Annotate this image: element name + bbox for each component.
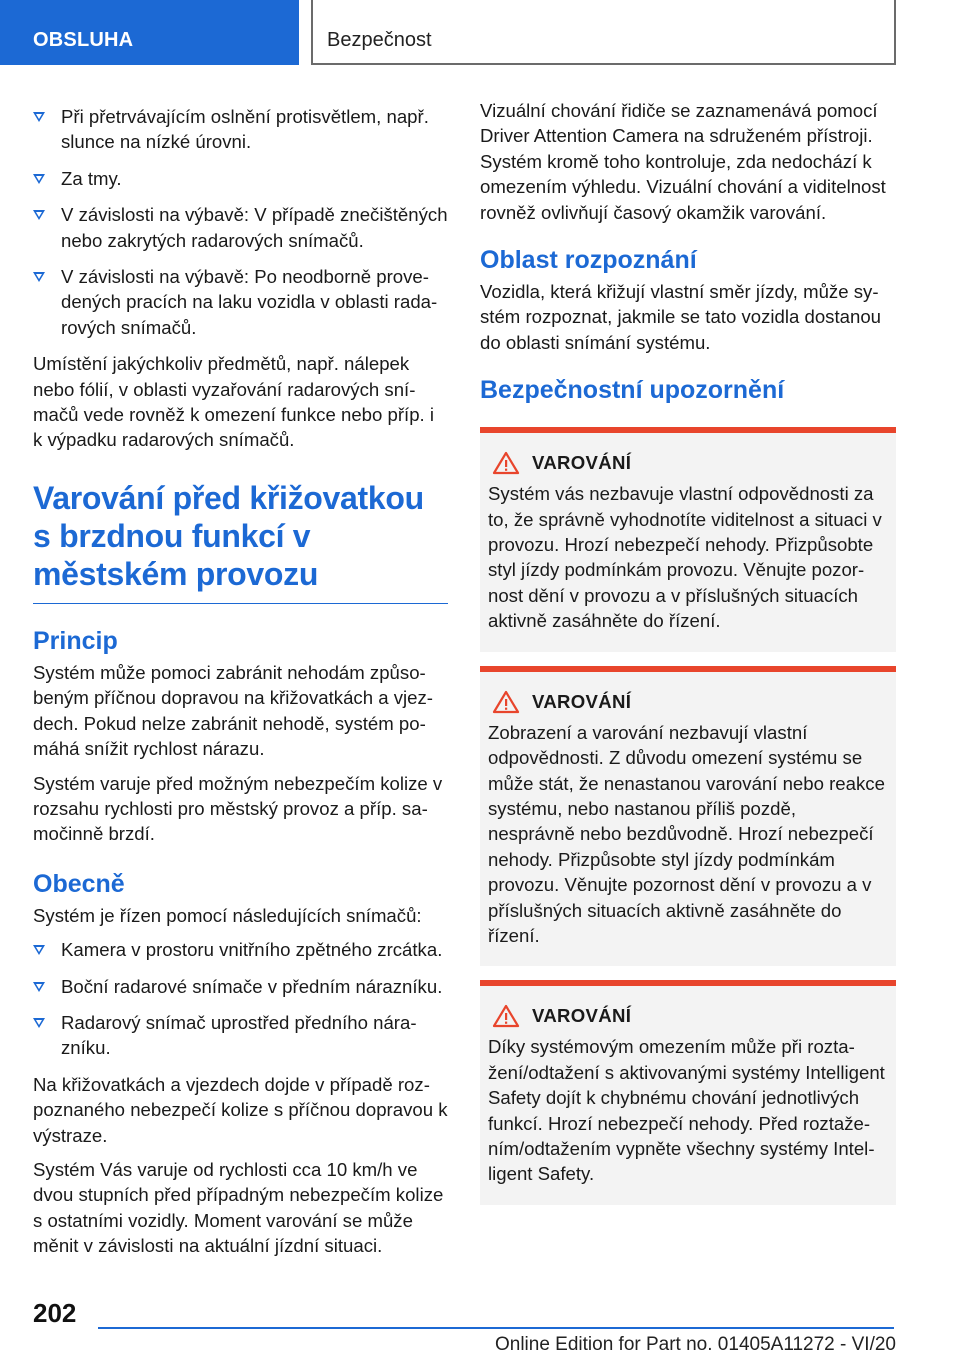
attention-paragraph: Vizuální chování řidiče se zaznamenává pomocí Driver Attention Camera na sdruženém přístroji. Systém kromě toho kontroluje, zda nedochází k omezením výhledu. Vizuální chování a viditelnost rovněž ovlivňují časový okamžik varování. bbox=[480, 100, 886, 223]
warning-text: Zobrazení a varování nezbavují vlastní odpovědnosti. Z důvodu omezení systému se může stát, že nenastanou varování nebo reakce systému, nebo nastanou příliš pozdě, nesprávně nebo bezdůvodně. Hrozí nebezpečí nehody. Přizpůsobte styl jízdy podmínkám provozu. Věnujte pozornost dění v provozu a v příslušných situacích aktivně zasáhněte do řízení. bbox=[488, 721, 885, 946]
warning-box bbox=[480, 980, 896, 1204]
list-item: Kamera v prostoru vnitřního zpětného zrcátka. bbox=[33, 937, 448, 962]
section-title: Varování před křižovatkou s brzdnou funkcí v městském provozu bbox=[33, 479, 448, 604]
general-paragraph: Systém Vás varuje od rychlosti cca 10 km/h ve dvou stupních před případným nebezpečím kolize s ostatními vozidly. Moment varování se může měnit v závislosti na aktuální jízdní situaci. bbox=[33, 1158, 444, 1257]
detection-heading: Oblast rozpoznání bbox=[480, 246, 697, 275]
limitation-list bbox=[33, 104, 448, 340]
list-item: Při přetrvávajícím oslnění protisvětlem, např. slunce na nízké úrovni. bbox=[33, 104, 448, 155]
general-intro: Systém je řízen pomocí následujících snímačů: bbox=[33, 904, 422, 926]
general-paragraph: Na křižovatkách a vjezdech dojde v případě rozpoznaného nebezpečí kolize s příčnou dopravou k výstraze. bbox=[33, 1073, 448, 1146]
detection-paragraph: Vozidla, která křižují vlastní směr jízdy, může systém rozpoznat, jakmile se tato vozidla dostanou do oblasti snímání systému. bbox=[480, 281, 882, 353]
principle-paragraph: Systém může pomoci zabránit nehodám způsobeným příčnou dopravou na křižovatkách a vjezdech. Pokud nelze zabránit nehodě, systém pomáhá snížit rychlost nárazu. bbox=[33, 661, 433, 760]
warning-triangle-icon bbox=[492, 451, 520, 475]
triangle-bullet-icon bbox=[33, 112, 45, 122]
warning-text: Systém vás nezbavuje vlastní odpovědnosti za to, že správně vyhodnotíte viditelnost a situaci v provozu. Hrozí nebezpečí nehody. Přizpůsobte styl jízdy podmínkám provozu. Věnujte pozornost dění v provozu a v příslušných situacích aktivně zasáhněte do řízení. bbox=[488, 483, 882, 632]
list-item: Radarový snímač uprostřed předního nárazníku. bbox=[33, 1010, 448, 1061]
general-heading: Obecně bbox=[33, 869, 125, 898]
principle-paragraph: Systém varuje před možným nebezpečím kolize v rozsahu rychlosti pro městský provoz a příp. samočinně brzdí. bbox=[33, 772, 443, 845]
sensor-list bbox=[33, 937, 448, 1061]
list-item: Za tmy. bbox=[33, 166, 448, 191]
warning-label: VAROVÁNÍ bbox=[532, 452, 632, 474]
left-column bbox=[33, 104, 448, 1268]
triangle-bullet-icon bbox=[33, 1018, 45, 1028]
triangle-bullet-icon bbox=[33, 272, 45, 282]
list-item: V závislosti na výbavě: Po neodborně provedených pracích na laku vozidla v oblasti radarových snímačů. bbox=[33, 264, 448, 340]
triangle-bullet-icon bbox=[33, 174, 45, 184]
triangle-bullet-icon bbox=[33, 982, 45, 992]
warning-label: VAROVÁNÍ bbox=[532, 1005, 632, 1027]
triangle-bullet-icon bbox=[33, 210, 45, 220]
page-number: 202 bbox=[33, 1298, 77, 1328]
warning-text: Díky systémovým omezením může při roztažení/odtažení s aktivovanými systémy Intelligent Safety dojít k chybnému chování jednotlivých funkcí. Hrozí nebezpečí nehody. Před roztažením/odtažením vypněte všechny systémy Intelligent Safety. bbox=[488, 1036, 885, 1185]
warning-box bbox=[480, 666, 896, 967]
right-column bbox=[480, 98, 896, 1219]
placement-paragraph: Umístění jakýchkoliv předmětů, např. nálepek nebo fólií, v oblasti vyzařování radarových snímačů vede rovněž k omezení funkce nebo příp. i k výpadku radarových snímačů. bbox=[33, 353, 435, 451]
list-item: V závislosti na výbavě: V případě znečištěných nebo zakrytých radarových snímačů. bbox=[33, 202, 448, 253]
principle-heading: Princip bbox=[33, 626, 118, 655]
chapter-title: Bezpečnost bbox=[311, 0, 896, 65]
warning-label: VAROVÁNÍ bbox=[532, 690, 632, 712]
triangle-bullet-icon bbox=[33, 945, 45, 955]
safety-heading: Bezpečnostní upozornění bbox=[480, 376, 785, 405]
section-tab: OBSLUHA bbox=[0, 0, 299, 65]
warning-triangle-icon bbox=[492, 1004, 520, 1028]
footer-divider bbox=[98, 1327, 894, 1329]
list-item: Boční radarové snímače v předním nárazníku. bbox=[33, 974, 448, 999]
warning-triangle-icon bbox=[492, 690, 520, 714]
warning-box bbox=[480, 427, 896, 651]
footer-edition: Online Edition for Part no. 01405A11272 - VI/20 bbox=[494, 1334, 896, 1355]
